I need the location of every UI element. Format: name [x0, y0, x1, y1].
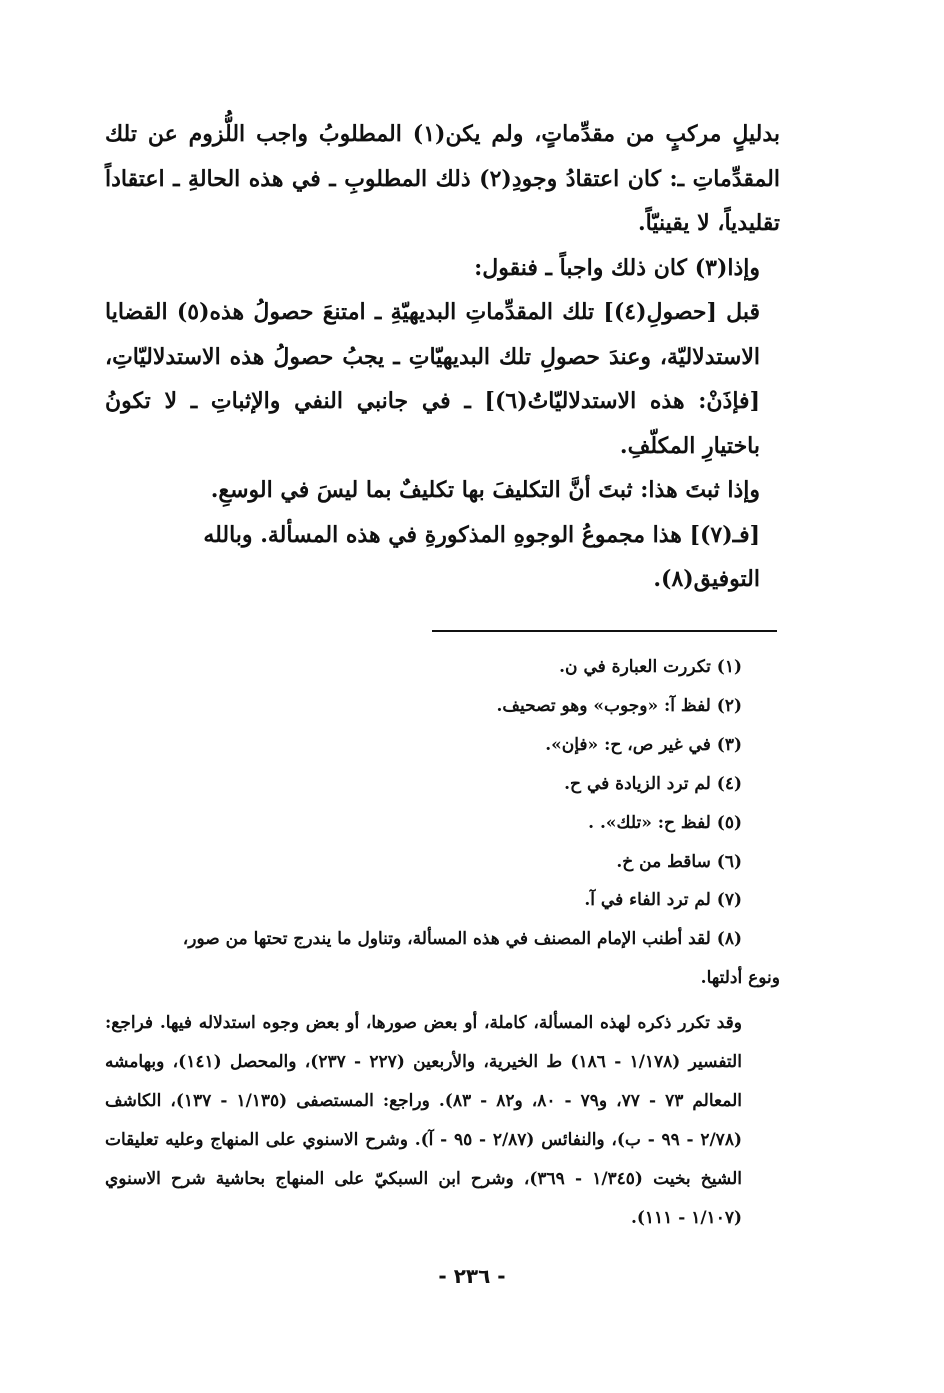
- footnote-7: (٧) لم ترد الفاء في آ.: [584, 890, 742, 911]
- footnote-5: (٥) لفظ ح: «تلك». .: [588, 812, 742, 833]
- page-number: - ٢٣٦ -: [438, 1264, 506, 1288]
- footnotes: [105, 648, 780, 1238]
- footnote-1: (١) تكررت العبارة في ن.: [559, 657, 742, 677]
- footnote-8: (٨) لقد أطنب الإمام المصنف في هذه المسألة، وتناول ما يندرج تحتها من صور،: [182, 929, 742, 950]
- paragraph-4: وإذا ثبتَ هذا: ثبتَ أنَّ التكليفَ بها تكليفٌ بما ليسَ في الوسعِ.: [210, 477, 760, 503]
- paragraph-3: قبل [حصولِ(٤)] تلك المقدِّماتِ البديهيّةِ ـ امتنعَ حصولُ هذه(٥) القضايا الاستدلاليّة، وعندَ حصولِ تلك البديهيّاتِ ـ يجبُ حصولُ هذه الاستدلاليّاتِ، [فإذَنْ: هذه الاستدلاليّاتُ(٦)] ـ في جانبي النفي والإثباتِ ـ لا تكونُ باختيارِ المكلّفِ.: [105, 299, 761, 459]
- footnote-8-references: وقد تكرر ذكره لهذه المسألة، كاملة، أو بعض صورها، أو بعض وجوه استدلاله فيها. فراجع: التفسير (١/١٧٨ - ١٨٦) ط الخيرية، والأربعين (٢٢٧ - ٢٣٧)، والمحصل (١٤١)، وبهامشه المعالم ٧٣ - ٧٧، و٧٩ - ٨٠، و٨٢ - ٨٣). وراجع: المستصفى (١/١٣٥ - ١٣٧)، الكاشف (٢/٧٨ - ٩٩ - ب)، والنفائس (٢/٨٧ - ٩٥ - آ). وشرح الاسنوي على المنهاج وعليه تعليقات الشيخ بخيت (١/٣٤٥ - ٣٦٩)، وشرح ابن السبكيّ على المنهاج بحاشية شرح الاسنوي (١/١٠٧ - ١١١).: [105, 1013, 742, 1228]
- paragraph-2: وإذا(٣) كان ذلك واجباً ـ فنقول:: [474, 254, 760, 281]
- main-text: [105, 112, 780, 602]
- footnote-3: (٣) في غير ص، ح: «فإن».: [545, 734, 742, 755]
- paragraph-1: بدليلٍ مركبٍ من مقدِّماتٍ، ولم يكن(١) المطلوبُ واجب اللُّزوم عن تلك المقدِّماتِ ـ: كان اعتقادُ وجودِ(٢) ذلك المطلوبِ ـ في هذه الحالةِ ـ اعتقاداً تقليدياً، لا يقينيّاً.: [105, 121, 781, 236]
- footnote-6: (٦) ساقط من خ.: [616, 851, 742, 872]
- paragraph-5: [فـ(٧)] هذا مجموعُ الوجوهِ المذكورةِ في هذه المسألة. وبالله التوفيق(٨).: [203, 521, 760, 592]
- footnote-8-continued: ونوع أدلتها.: [700, 968, 780, 989]
- footnote-4: (٤) لم ترد الزيادة في ح.: [564, 773, 742, 794]
- footnote-separator: [432, 630, 777, 632]
- footnote-2: (٢) لفظ آ: «وجوب» وهو تصحيف.: [496, 695, 742, 716]
